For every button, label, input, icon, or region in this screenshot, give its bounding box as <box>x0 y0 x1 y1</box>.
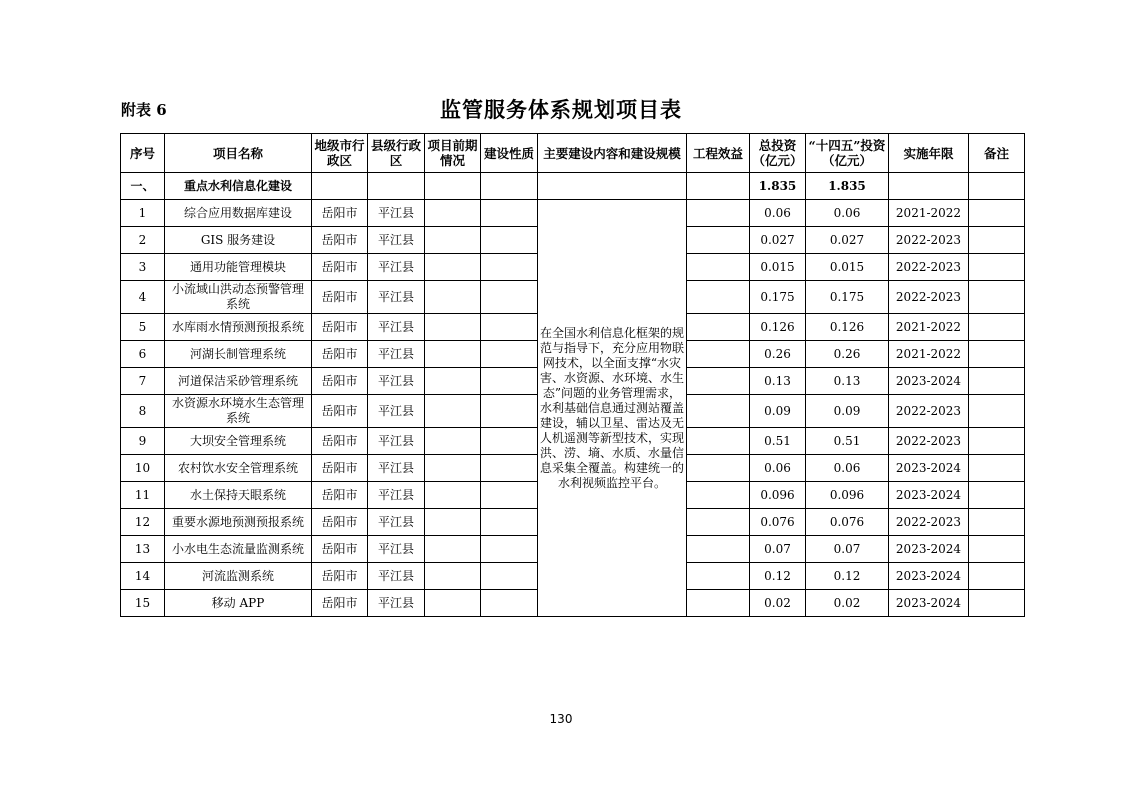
row-total: 0.06 <box>750 455 806 482</box>
row-fyp: 0.26 <box>806 341 889 368</box>
row-seq: 10 <box>121 455 165 482</box>
row-total: 0.02 <box>750 590 806 617</box>
header-notes: 备注 <box>969 134 1025 173</box>
group-row <box>121 173 1025 200</box>
header-name: 项目名称 <box>165 134 312 173</box>
row-notes <box>969 395 1025 428</box>
row-notes <box>969 200 1025 227</box>
attachment-label: 附表 6 <box>121 101 167 119</box>
header-content: 主要建设内容和建设规模 <box>538 134 687 173</box>
row-seq: 12 <box>121 509 165 536</box>
row-city: 岳阳市 <box>312 368 368 395</box>
header-benefit: 工程效益 <box>687 134 750 173</box>
row-total: 0.07 <box>750 536 806 563</box>
row-nature <box>481 200 538 227</box>
row-county: 平江县 <box>368 455 425 482</box>
row-county: 平江县 <box>368 428 425 455</box>
row-city: 岳阳市 <box>312 200 368 227</box>
row-seq: 9 <box>121 428 165 455</box>
row-benefit <box>687 590 750 617</box>
row-nature <box>481 254 538 281</box>
row-name: 农村饮水安全管理系统 <box>165 455 312 482</box>
row-seq: 4 <box>121 281 165 314</box>
row-seq: 14 <box>121 563 165 590</box>
row-fyp: 0.06 <box>806 455 889 482</box>
row-nature <box>481 314 538 341</box>
row-notes <box>969 428 1025 455</box>
row-nature <box>481 482 538 509</box>
row-years: 2023-2024 <box>889 368 969 395</box>
row-notes <box>969 563 1025 590</box>
row-city: 岳阳市 <box>312 281 368 314</box>
row-prelim <box>425 368 481 395</box>
row-benefit <box>687 509 750 536</box>
row-county: 平江县 <box>368 368 425 395</box>
row-benefit <box>687 563 750 590</box>
row-prelim <box>425 563 481 590</box>
row-prelim <box>425 590 481 617</box>
row-prelim <box>425 254 481 281</box>
row-fyp: 0.02 <box>806 590 889 617</box>
row-prelim <box>425 314 481 341</box>
row-fyp: 0.126 <box>806 314 889 341</box>
row-prelim <box>425 200 481 227</box>
row-nature <box>481 281 538 314</box>
row-total: 0.096 <box>750 482 806 509</box>
group-notes <box>969 173 1025 200</box>
row-seq: 2 <box>121 227 165 254</box>
row-notes <box>969 314 1025 341</box>
row-seq: 11 <box>121 482 165 509</box>
header-years: 实施年限 <box>889 134 969 173</box>
row-prelim <box>425 227 481 254</box>
row-notes <box>969 254 1025 281</box>
row-benefit <box>687 200 750 227</box>
row-notes <box>969 509 1025 536</box>
row-prelim <box>425 455 481 482</box>
row-nature <box>481 536 538 563</box>
row-years: 2023-2024 <box>889 590 969 617</box>
header-nature: 建设性质 <box>481 134 538 173</box>
row-name: GIS 服务建设 <box>165 227 312 254</box>
row-city: 岳阳市 <box>312 428 368 455</box>
row-years: 2021-2022 <box>889 341 969 368</box>
row-prelim <box>425 509 481 536</box>
row-total: 0.015 <box>750 254 806 281</box>
row-name: 河道保洁采砂管理系统 <box>165 368 312 395</box>
header-prelim: 项目前期情况 <box>425 134 481 173</box>
row-notes <box>969 368 1025 395</box>
row-seq: 6 <box>121 341 165 368</box>
row-nature <box>481 341 538 368</box>
row-benefit <box>687 368 750 395</box>
row-name: 综合应用数据库建设 <box>165 200 312 227</box>
row-years: 2023-2024 <box>889 563 969 590</box>
row-name: 移动 APP <box>165 590 312 617</box>
row-years: 2022-2023 <box>889 428 969 455</box>
row-fyp: 0.096 <box>806 482 889 509</box>
row-notes <box>969 281 1025 314</box>
header-county: 县级行政区 <box>368 134 425 173</box>
group-prelim <box>425 173 481 200</box>
row-city: 岳阳市 <box>312 341 368 368</box>
row-city: 岳阳市 <box>312 590 368 617</box>
row-benefit <box>687 254 750 281</box>
page-number: 130 <box>549 712 573 726</box>
row-county: 平江县 <box>368 482 425 509</box>
row-total: 0.06 <box>750 200 806 227</box>
row-fyp: 0.51 <box>806 428 889 455</box>
row-city: 岳阳市 <box>312 563 368 590</box>
row-total: 0.09 <box>750 395 806 428</box>
group-content <box>538 173 687 200</box>
row-benefit <box>687 536 750 563</box>
row-name: 大坝安全管理系统 <box>165 428 312 455</box>
row-name: 河流监测系统 <box>165 563 312 590</box>
row-total: 0.175 <box>750 281 806 314</box>
row-years: 2022-2023 <box>889 254 969 281</box>
row-years: 2021-2022 <box>889 314 969 341</box>
row-nature <box>481 455 538 482</box>
header-city: 地级市行政区 <box>312 134 368 173</box>
row-city: 岳阳市 <box>312 455 368 482</box>
row-seq: 7 <box>121 368 165 395</box>
row-total: 0.13 <box>750 368 806 395</box>
row-fyp: 0.13 <box>806 368 889 395</box>
row-benefit <box>687 341 750 368</box>
row-city: 岳阳市 <box>312 395 368 428</box>
row-notes <box>969 536 1025 563</box>
group-total: 1.835 <box>750 173 806 200</box>
row-county: 平江县 <box>368 509 425 536</box>
row-name: 小水电生态流量监测系统 <box>165 536 312 563</box>
group-benefit <box>687 173 750 200</box>
row-seq: 8 <box>121 395 165 428</box>
row-fyp: 0.07 <box>806 536 889 563</box>
group-fyp: 1.835 <box>806 173 889 200</box>
row-years: 2022-2023 <box>889 227 969 254</box>
row-fyp: 0.175 <box>806 281 889 314</box>
row-benefit <box>687 281 750 314</box>
row-total: 0.26 <box>750 341 806 368</box>
row-notes <box>969 455 1025 482</box>
row-benefit <box>687 227 750 254</box>
row-county: 平江县 <box>368 395 425 428</box>
row-name: 河湖长制管理系统 <box>165 341 312 368</box>
row-seq: 3 <box>121 254 165 281</box>
row-total: 0.027 <box>750 227 806 254</box>
row-fyp: 0.12 <box>806 563 889 590</box>
row-city: 岳阳市 <box>312 254 368 281</box>
row-city: 岳阳市 <box>312 509 368 536</box>
row-benefit <box>687 428 750 455</box>
construction-scope-cell: 在全国水利信息化框架的规范与指导下，充分应用物联网技术，以全面支撑“水灾害、水资源、水环境、水生态”问题的业务管理需求，水利基础信息通过测站覆盖建设，辅以卫星、雷达及无人机遥测等新型技术，实现洪、涝、墒、水质、水量信息采集全覆盖。构建统一的水利视频监控平台。 <box>538 200 687 617</box>
group-nature <box>481 173 538 200</box>
row-city: 岳阳市 <box>312 227 368 254</box>
header-seq: 序号 <box>121 134 165 173</box>
group-county <box>368 173 425 200</box>
row-fyp: 0.027 <box>806 227 889 254</box>
header-total: 总投资（亿元） <box>750 134 806 173</box>
group-name: 重点水利信息化建设 <box>165 173 312 200</box>
row-city: 岳阳市 <box>312 314 368 341</box>
row-years: 2022-2023 <box>889 281 969 314</box>
row-benefit <box>687 314 750 341</box>
row-total: 0.076 <box>750 509 806 536</box>
row-benefit <box>687 455 750 482</box>
row-seq: 1 <box>121 200 165 227</box>
row-county: 平江县 <box>368 314 425 341</box>
row-years: 2021-2022 <box>889 200 969 227</box>
row-nature <box>481 395 538 428</box>
row-city: 岳阳市 <box>312 536 368 563</box>
row-name: 重要水源地预测预报系统 <box>165 509 312 536</box>
row-city: 岳阳市 <box>312 482 368 509</box>
row-fyp: 0.015 <box>806 254 889 281</box>
row-county: 平江县 <box>368 254 425 281</box>
row-years: 2023-2024 <box>889 482 969 509</box>
row-total: 0.51 <box>750 428 806 455</box>
row-benefit <box>687 395 750 428</box>
row-notes <box>969 227 1025 254</box>
row-years: 2023-2024 <box>889 455 969 482</box>
row-nature <box>481 509 538 536</box>
row-county: 平江县 <box>368 563 425 590</box>
row-nature <box>481 563 538 590</box>
row-county: 平江县 <box>368 590 425 617</box>
row-name: 小流域山洪动态预警管理系统 <box>165 281 312 314</box>
row-county: 平江县 <box>368 227 425 254</box>
group-city <box>312 173 368 200</box>
row-total: 0.126 <box>750 314 806 341</box>
row-nature <box>481 590 538 617</box>
row-benefit <box>687 482 750 509</box>
project-plan-table <box>120 133 1025 617</box>
row-county: 平江县 <box>368 281 425 314</box>
row-nature <box>481 368 538 395</box>
row-seq: 15 <box>121 590 165 617</box>
table-header-row <box>121 134 1025 173</box>
row-total: 0.12 <box>750 563 806 590</box>
row-seq: 13 <box>121 536 165 563</box>
group-years <box>889 173 969 200</box>
row-nature <box>481 227 538 254</box>
row-prelim <box>425 428 481 455</box>
row-fyp: 0.06 <box>806 200 889 227</box>
row-county: 平江县 <box>368 200 425 227</box>
row-county: 平江县 <box>368 536 425 563</box>
row-notes <box>969 590 1025 617</box>
row-name: 水土保持天眼系统 <box>165 482 312 509</box>
row-notes <box>969 341 1025 368</box>
row-years: 2022-2023 <box>889 509 969 536</box>
row-name: 水资源水环境水生态管理系统 <box>165 395 312 428</box>
row-nature <box>481 428 538 455</box>
row-notes <box>969 482 1025 509</box>
row-prelim <box>425 341 481 368</box>
page-title: 监管服务体系规划项目表 <box>440 97 682 122</box>
row-name: 水库雨水情预测预报系统 <box>165 314 312 341</box>
row-prelim <box>425 482 481 509</box>
row-fyp: 0.09 <box>806 395 889 428</box>
row-years: 2022-2023 <box>889 395 969 428</box>
row-prelim <box>425 536 481 563</box>
row-fyp: 0.076 <box>806 509 889 536</box>
group-seq: 一、 <box>121 173 165 200</box>
row-county: 平江县 <box>368 341 425 368</box>
row-years: 2023-2024 <box>889 536 969 563</box>
header-fyp: “十四五”投资（亿元） <box>806 134 889 173</box>
row-prelim <box>425 281 481 314</box>
row-prelim <box>425 395 481 428</box>
row-seq: 5 <box>121 314 165 341</box>
row-name: 通用功能管理模块 <box>165 254 312 281</box>
table-row <box>121 200 1025 227</box>
